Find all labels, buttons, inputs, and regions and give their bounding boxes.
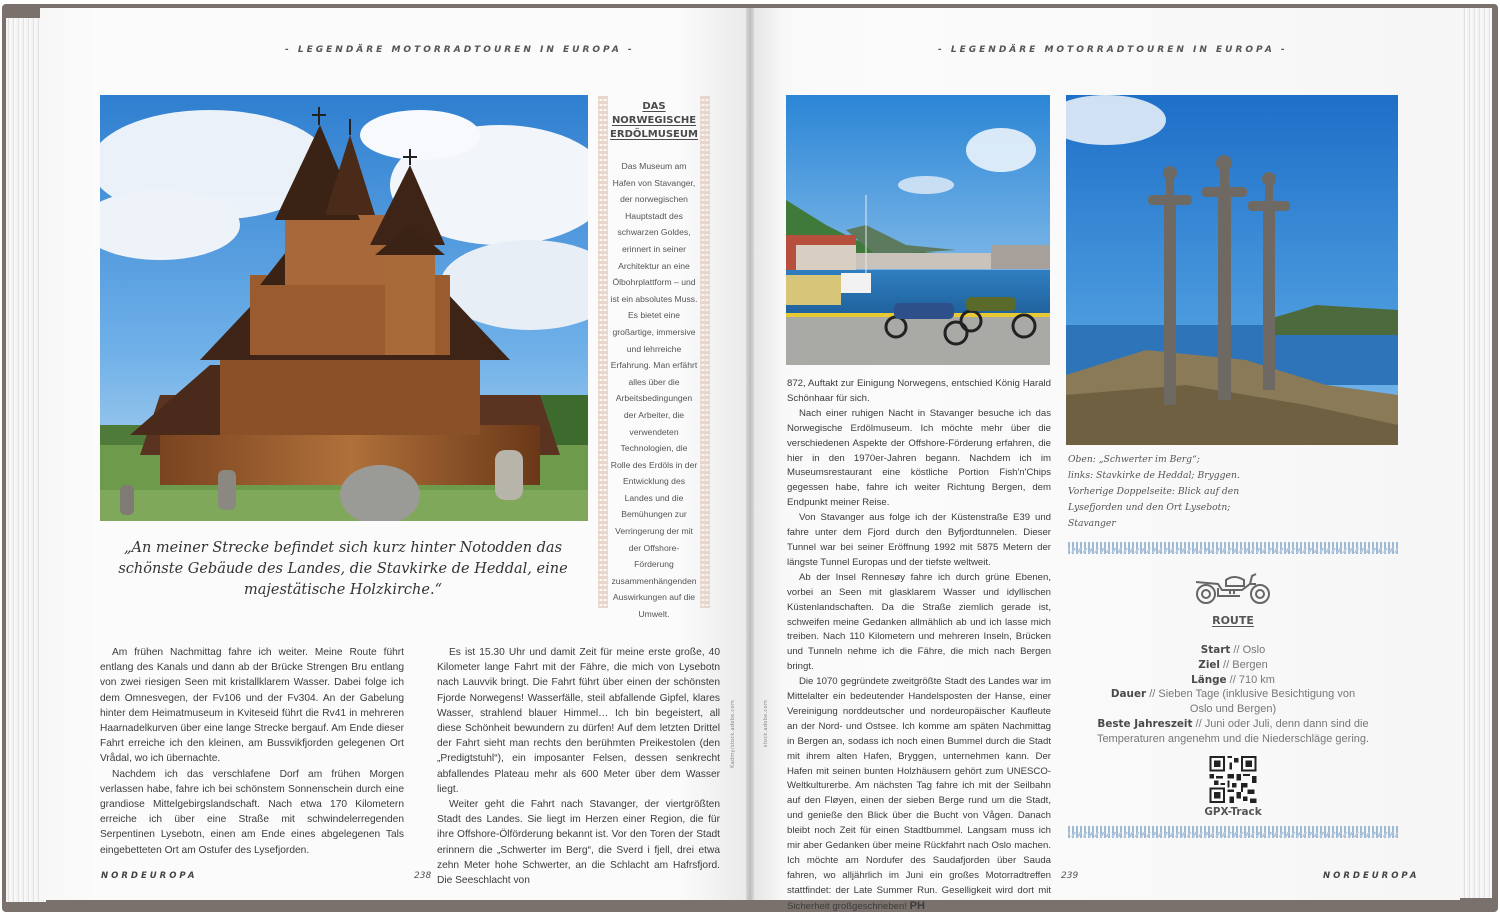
sidebar-border-left: [598, 96, 608, 608]
route-separator: //: [1230, 644, 1243, 656]
route-item-best-season: [1068, 717, 1398, 747]
section-label-right: NORDEUROPA: [1323, 871, 1420, 881]
route-separator: //: [1226, 673, 1239, 686]
route-label: Beste Jahreszeit: [1097, 717, 1193, 730]
running-head-left: - LEGENDÄRE MOTORRADTOUREN IN EUROPA -: [285, 45, 635, 55]
route-label: Start: [1200, 644, 1231, 656]
stave-church-image: [100, 95, 588, 521]
paragraph: Es ist 15.30 Uhr und damit Zeit für meine erste große, 40 Kilometer lange Fahrt mit der Fähre, die mich von Lysebotn nach Lauvvik bringt. Die Fahrt führt über einen der schönsten Fjorde Norwegens! Wasserfälle, steil abfallende Gipfel, klares Wasser, strahlend blauer Himmel… Ich bin begeistert, all diese Schönheit bewundern zu dürfen! Auf dem letzten Drittel der Fahrt sieht man rechts den berühmten Preikestolen (den „Predigtstuhl“), ein imposanter Felsen, dessen senkrecht abfallendes Plateau mehr als 600 Meter über dem Wasser liegt.: [437, 647, 720, 795]
paragraph: [787, 675, 1051, 915]
paragraph: Nachdem ich das verschlafene Dorf am frühen Morgen verlassen habe, fahre ich bei schönstem Sonnenschein durch eine grandiose Mittelgebirgslandschaft. Nach etwa 170 Kilometern erreiche ich über eine Straße mit schwindelerregenden Serpentinen Lysebotn, einen am Ende eines abgelegenen Tals eingebetteten Ort am Ostufer des Lysefjorden.: [100, 768, 404, 856]
photo-credit-right: stock.adobe.com: [763, 700, 769, 748]
pull-quote: „An meiner Strecke befindet sich kurz hinter Notodden das schönste Gebäude des Landes, die Stavkirke de Heddal, eine majestätische Holzkirche.“: [118, 540, 568, 598]
bergen-harbor-image: [786, 95, 1050, 365]
caption-line: Vorherige Doppelseite: Blick auf den: [1068, 486, 1240, 497]
route-separator: //: [1220, 658, 1233, 671]
sidebar-title-line: NORWEGISCHE: [611, 115, 697, 126]
route-separator: //: [1192, 717, 1205, 730]
ornament-divider-bottom: [1068, 826, 1398, 838]
page-number-right: 239: [1061, 871, 1079, 881]
route-item-length: [1068, 673, 1398, 688]
caption-line: Lysefjorden und den Ort Lysebotn;: [1068, 502, 1231, 513]
body-column-1: [100, 645, 404, 858]
paragraph: Ab der Insel Rennesøy fahre ich durch grüne Ebenen, vorbei an Seen mit glasklarem Wasser und idyllischen Küstenlandschaften. Da die Straße ziemlich gerade ist, schweifen meine Gedanken allmählich ab und ich lasse mich treiben. Nach 110 Kilometern und mehreren Inseln, Brücken und Tunneln nehme ich die Fähre, die mich nach Bergen bringt.: [787, 571, 1051, 673]
page-number-left: 238: [414, 871, 432, 881]
route-value: Juni oder Juli, denn dann sind die Temperaturen angenehm und die Niederschläge gering.: [1096, 717, 1370, 745]
qr-code-icon[interactable]: [1205, 756, 1261, 803]
body-column-2: [437, 645, 720, 888]
paragraph: Am frühen Nachmittag fahre ich weiter. Meine Route führt entlang des Kanals und dann ab der Brücke Strengen Bru entlang von zwei riesigen Seen mit kristallklarem Wasser. Dabei folge ich dem Omnesvegen, der Fv106 und der Fv304. An der Gabelung hinter dem Heimatmuseum in Kviteseid führt die Rv41 in mehreren Haarnadelkurven über eine lange Strecke bergauf. Am Ende dieser Fahrt erreiche ich den kleinen, am Bussvikfjorden gelegenen Ort Vrådal, wo ich übernachte.: [100, 647, 404, 765]
book-gutter: [746, 8, 754, 900]
photo-swords-in-rock: [1066, 95, 1398, 445]
route-item-duration: [1068, 687, 1398, 717]
caption-line: Oben: „Schwerter im Berg“;: [1068, 454, 1200, 465]
paragraph: Von Stavanger aus folge ich der Küstenstraße E39 und fahre unter dem Fjord durch den Byfjordtunnelen. Dieser Tunnel war bei seiner Eröffnung 1992 mit 5875 Metern der längste Tunnel Europas und der tiefste weltweit.: [787, 512, 1051, 568]
paragraph: Nach einer ruhigen Nacht in Stavanger besuche ich das Norwegische Erdölmuseum. Ich möchte mehr über die verschiedenen Aspekte der Offshore-Förderung erfahren, die hier in den 1970er-Jahren begann. Nachdem ich im Museumsrestaurant eine köstliche Portion Fish'n'Chips gegessen habe, fahre ich weiter Richtung Bergen, dem Endpunkt meiner Reise.: [787, 407, 1051, 509]
photo-stave-church: [100, 95, 588, 521]
paragraph: 872, Auftakt zur Einigung Norwegens, entschied König Harald Schönhaar für sich.: [787, 378, 1051, 404]
route-label: Dauer: [1110, 688, 1147, 701]
swords-in-rock-image: [1066, 95, 1398, 445]
route-value: 710 km: [1238, 673, 1275, 686]
author-signature: PH: [909, 899, 925, 912]
sidebar-body: Das Museum am Hafen von Stavanger, der norwegischen Hauptstadt des schwarzen Goldes, erinnert in seiner Architektur an eine Ölbohrplattform – und ist ein absolutes Muss. Es bietet eine großartige, immersive und lehrreiche Erfahrung. Man erfährt alles über die Arbeitsbedingungen der Arbeiter, die verwendeten Technologien, die Rolle des Erdöls in der Entwicklung des Landes und die Bemühungen zur Verringerung der mit der Offshore-Förderung zusammenhängenden Auswirkungen auf die Umwelt.: [610, 161, 698, 620]
sidebar-title: [610, 100, 698, 142]
sidebar-title-line: DAS: [642, 101, 666, 112]
gpx-track-label: GPX-Track: [1204, 806, 1262, 818]
route-title: ROUTE: [1212, 614, 1254, 627]
route-value: Oslo: [1242, 644, 1266, 656]
sidebar-title-line: ERDÖLMUSEUM: [610, 129, 698, 140]
photo-caption: [1068, 452, 1268, 532]
paragraph: Weiter geht die Fahrt nach Stavanger, der viertgrößten Stadt des Landes. Sie liegt im Herzen einer Region, die für ihre Offshore-Ölförderung bekannt ist. Vor den Toren der Stadt erinnern die „Schwerter im Berg“, die Sverd i fjell, drei etwa zehn Meter hohe Schwerter, an die Schlacht am Hafrsfjord. Die Seeschlacht von: [437, 799, 720, 887]
motorcycle-icon: [1192, 570, 1276, 606]
running-head-right: - LEGENDÄRE MOTORRADTOUREN IN EUROPA -: [938, 45, 1288, 55]
body-column-3: [787, 377, 1051, 915]
sidebar-border-right: [700, 96, 710, 608]
ornament-divider-top: [1068, 542, 1398, 554]
photo-bergen-harbor: [786, 95, 1050, 365]
route-details: [1068, 643, 1398, 747]
route-label: Länge: [1191, 673, 1227, 686]
route-label: Ziel: [1198, 658, 1220, 671]
caption-line: links: Stavkirke de Heddal; Bryggen.: [1068, 470, 1240, 481]
sidebar-museum: [598, 96, 710, 620]
caption-line: Stavanger: [1068, 518, 1116, 529]
route-separator: //: [1146, 688, 1159, 701]
paragraph-text: Die 1070 gegründete zweitgrößte Stadt des Landes war im Mittelalter ein bedeutender Handelsposten der Hanse, einer Vereinigung norddeutscher und nordeuropäischer Kaufleute an der Nord- und Ostsee. Ich komme am späten Nachmittag in Bergen an, sodass ich noch einen Bummel durch die Stadt mit ihrem alten Hafen, Bryggen, unternehmen kann. Der Hafen mit seinen bunten Holzhäusern gehört zum UNESCO-Weltkulturerbe. Am nächsten Tag fahre ich mit der Seilbahn auf den Fløyen, einen der sieben Berge rund um die Stadt, und genieße den Blick über die Bucht von Vågen. Danach bleibt noch Zeit für einen Stadtbummel. Langsam muss ich mir aber Gedanken über meine Rückfahrt nach Oslo machen. Ich möchte am Nordufer des Saudafjorden über Sauda fahren, wo alljährlich im Juni ein großes Motorradtreffen stattfindet: der Late Summer Run. Geselligkeit wird dort mit Sicherheit großgeschrieben!: [787, 676, 1051, 912]
route-item-start: [1068, 643, 1398, 658]
section-label-left: NORDEUROPA: [101, 871, 198, 881]
route-value: Bergen: [1232, 658, 1268, 671]
photo-credit-left: Kadmy/stock.adobe.com: [730, 700, 736, 768]
route-value: Sieben Tage (inklusive Besichtigung von Oslo und Bergen): [1158, 688, 1356, 716]
route-item-destination: [1068, 658, 1398, 673]
